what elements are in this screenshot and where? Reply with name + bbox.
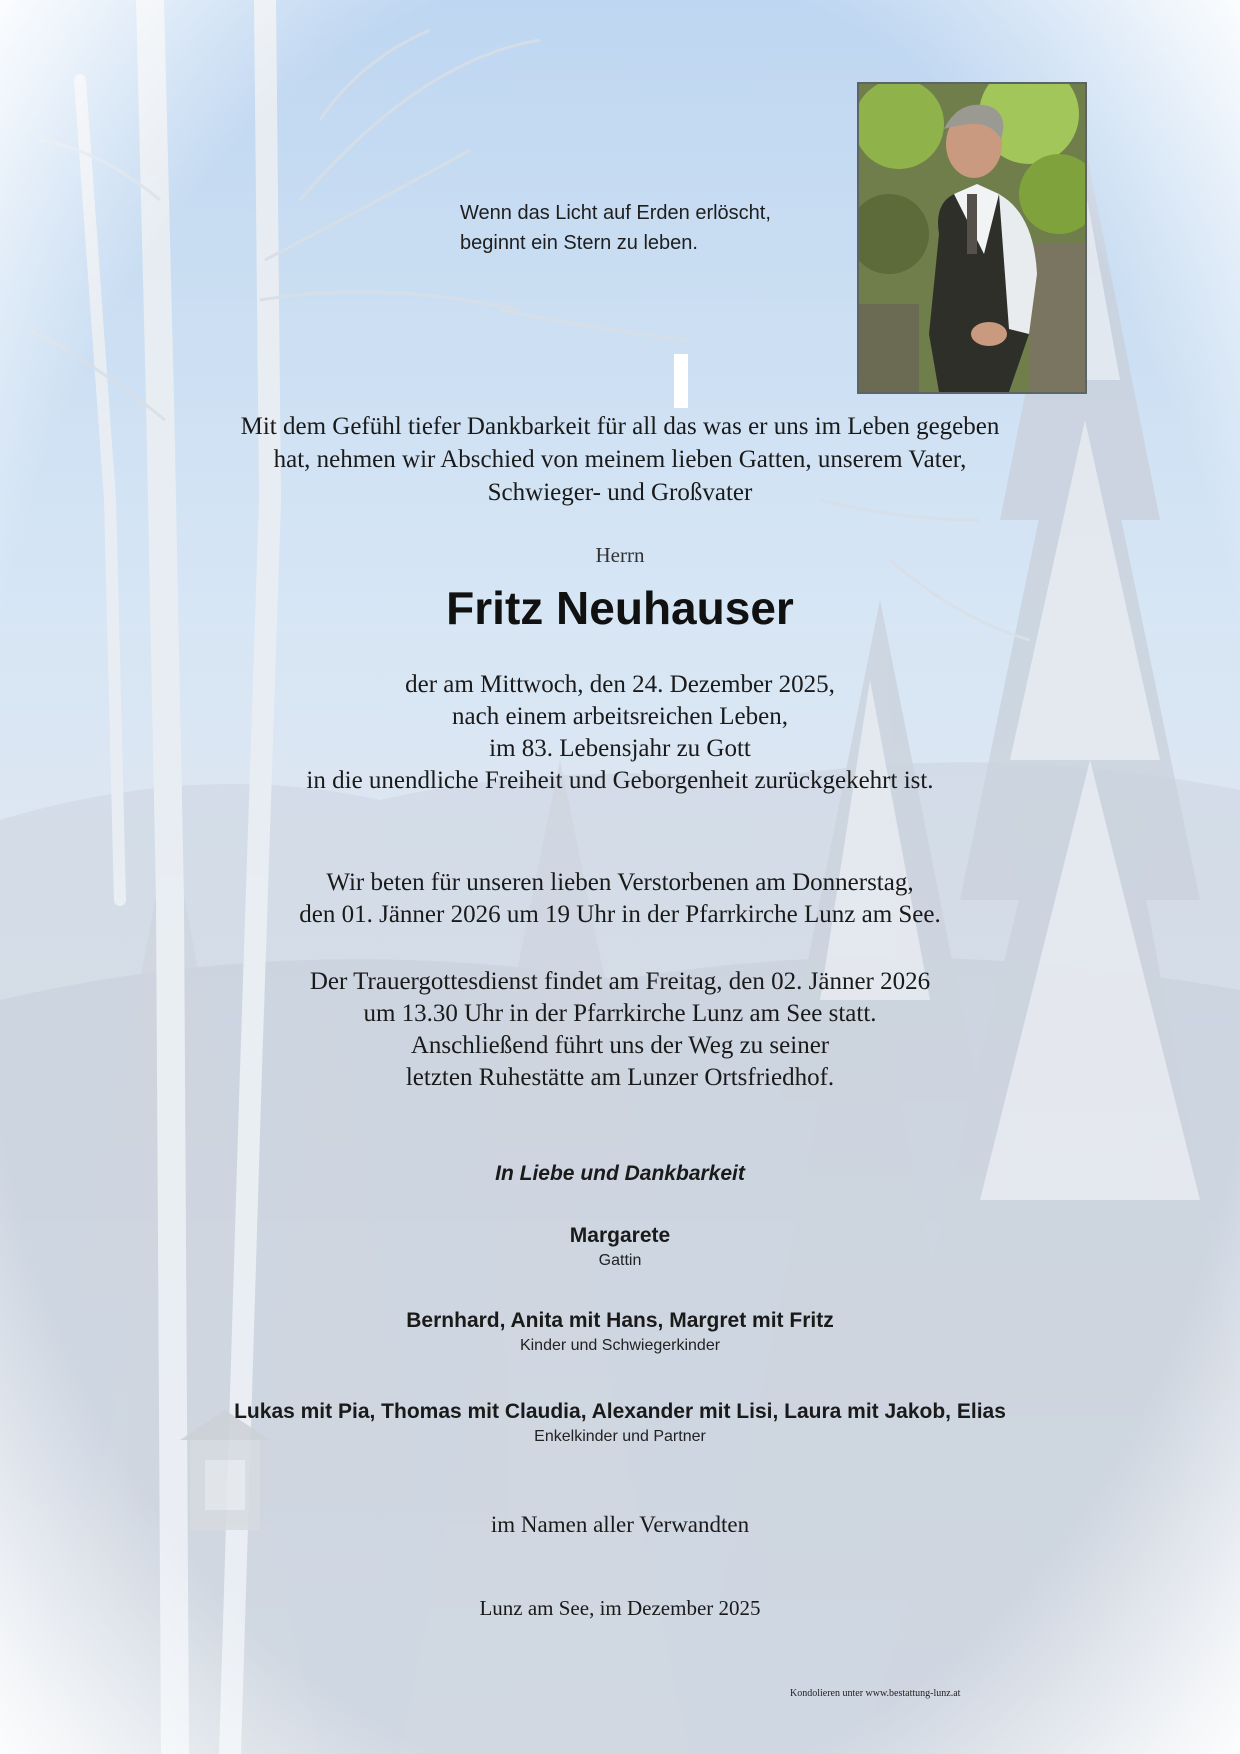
death-notice-line-2: nach einem arbeitsreichen Leben, (452, 703, 788, 730)
death-notice-line-3: im 83. Lebensjahr zu Gott (489, 735, 751, 762)
family-group (0, 1307, 1240, 1357)
funeral-line-3: Anschließend führt uns der Weg zu seiner (410, 1032, 830, 1059)
intro-line-2: hat, nehmen wir Abschied von meinem lieben Gatten, unserem Vater, (273, 446, 967, 473)
death-notice-line-4: in die unendliche Freiheit und Geborgenheit zurückgekehrt ist. (306, 767, 934, 794)
portrait-photo (857, 82, 1087, 394)
family-role: Enkelkinder und Partner (534, 1428, 706, 1445)
family-role: Kinder und Schwiegerkinder (519, 1337, 721, 1354)
prayer-notice (0, 867, 1240, 931)
funeral-line-2: um 13.30 Uhr in der Pfarrkirche Lunz am See statt. (363, 1000, 877, 1027)
death-notice-line-1: der am Mittwoch, den 24. Dezember 2025, (405, 671, 835, 698)
family-group (0, 1398, 1240, 1448)
portrait-photo-icon (859, 84, 1085, 392)
intro-line-1: Mit dem Gefühl tiefer Dankbarkeit für all das was er uns im Leben gegeben (240, 413, 1000, 440)
funeral-line-1: Der Trauergottesdienst findet am Freitag, den 02. Jänner 2026 (309, 968, 931, 995)
quote-line-2: beginnt ein Stern zu leben. (460, 232, 698, 254)
deceased-name: Fritz Neuhauser (446, 582, 794, 634)
intro-text (0, 410, 1240, 509)
family-names: Lukas mit Pia, Thomas mit Claudia, Alexander mit Lisi, Laura mit Jakob, Elias (234, 1400, 1006, 1423)
death-notice (0, 669, 1240, 797)
family-group (0, 1222, 1240, 1272)
prayer-line-2: den 01. Jänner 2026 um 19 Uhr in der Pfarrkirche Lunz am See. (299, 901, 941, 928)
family-names: Bernhard, Anita mit Hans, Margret mit Fritz (406, 1309, 834, 1332)
intro-line-3: Schwieger- und Großvater (487, 479, 753, 506)
cross-icon (674, 354, 688, 408)
place-date: Lunz am See, im Dezember 2025 (479, 1596, 761, 1620)
funeral-notice (0, 966, 1240, 1094)
condolence-footer: Kondolieren unter www.bestattung-lunz.at (790, 1688, 961, 1699)
quote-line-1: Wenn das Licht auf Erden erlöscht, (460, 202, 771, 224)
closing-phrase: In Liebe und Dankbarkeit (495, 1162, 745, 1185)
quote-block (460, 198, 771, 258)
family-role: Gattin (598, 1252, 642, 1269)
family-names: Margarete (569, 1224, 671, 1247)
salutation: Herrn (595, 543, 645, 567)
prayer-line-1: Wir beten für unseren lieben Verstorbenen am Donnerstag, (326, 869, 914, 896)
funeral-line-4: letzten Ruhestätte am Lunzer Ortsfriedhof. (405, 1064, 835, 1091)
relatives-line: im Namen aller Verwandten (490, 1512, 750, 1537)
